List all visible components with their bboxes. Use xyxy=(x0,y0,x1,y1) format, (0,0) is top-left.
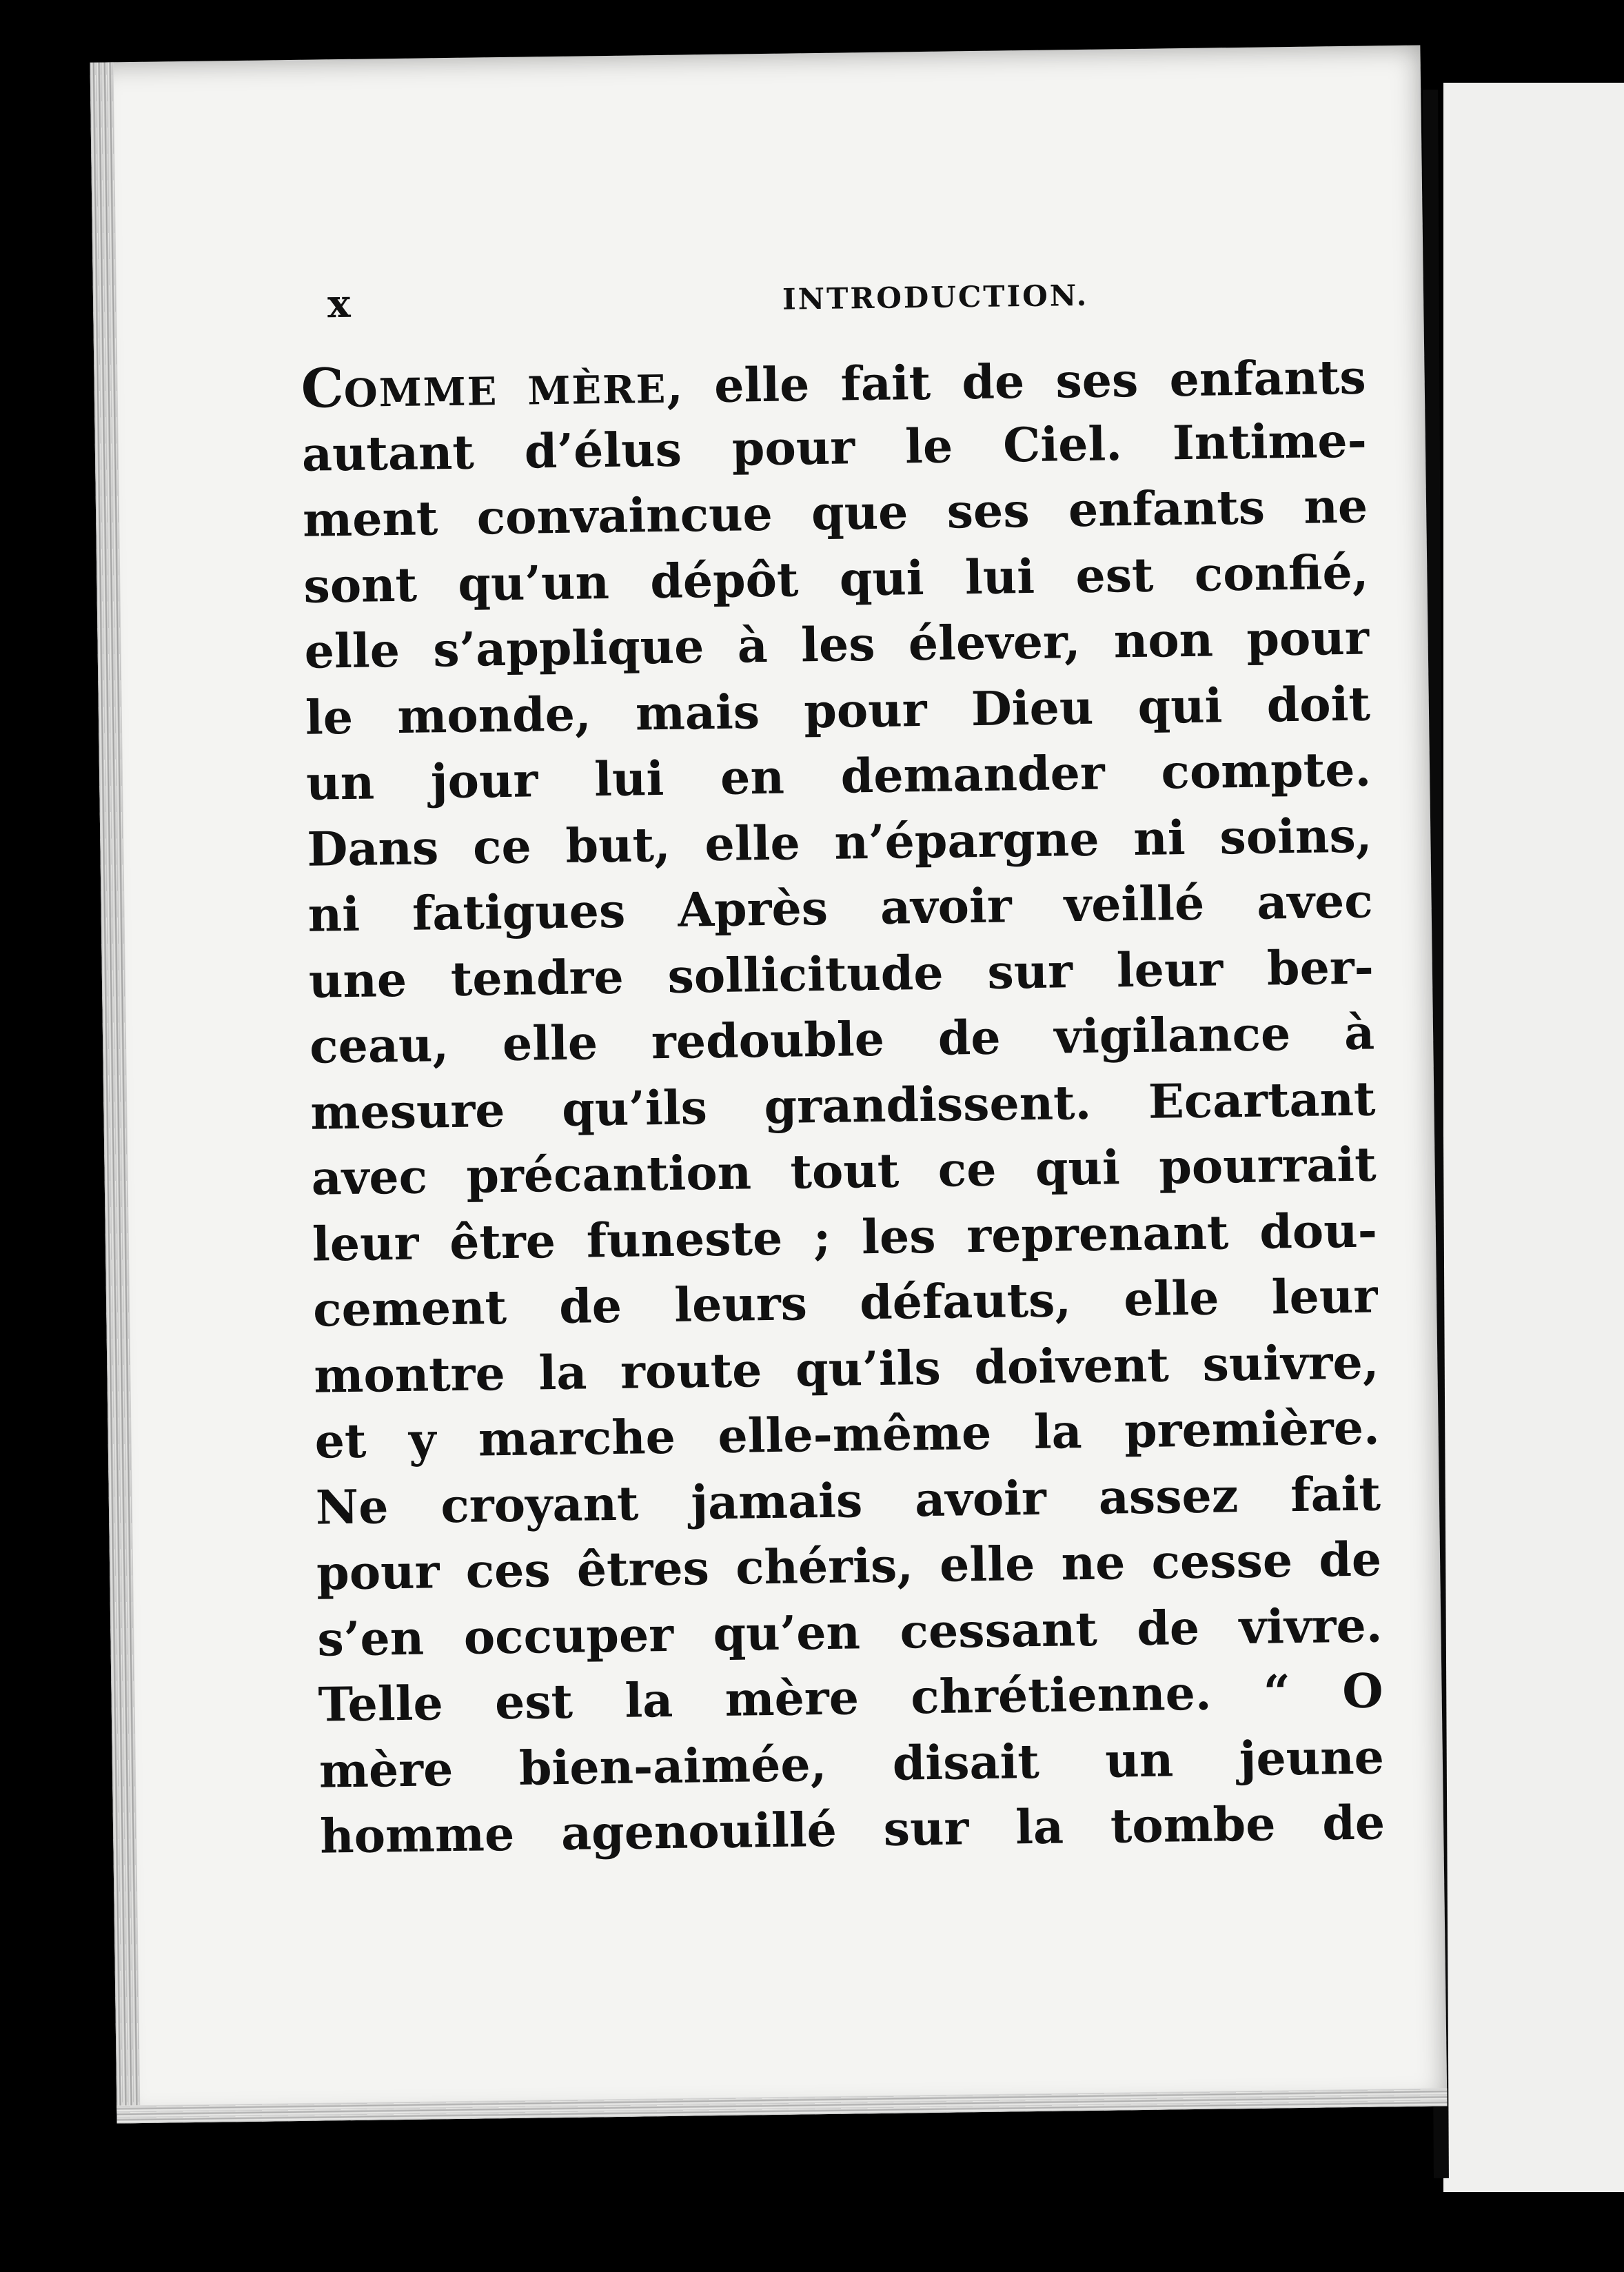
text-line: Dans ce but, elle n’épargne ni soins, xyxy=(306,808,1372,878)
page-stack-edge xyxy=(90,62,141,2123)
page-stack-bottom-edge xyxy=(116,2088,1447,2123)
text-line: pour ces êtres chéris, elle ne cesse de xyxy=(316,1532,1382,1601)
body-text xyxy=(301,343,1386,1871)
text-line: un jour lui en demander compte. xyxy=(305,742,1372,811)
running-head-title: INTRODUCTION. xyxy=(782,278,1089,316)
text-line: homme agenouillé sur la tombe de xyxy=(319,1795,1386,1865)
book-page xyxy=(90,45,1448,2123)
text-line: montre la route qu’ils doivent suivre, xyxy=(313,1334,1379,1404)
text-line: et y marche elle-même la première. xyxy=(314,1400,1381,1470)
text-line: s’en occuper qu’en cessant de vivre. xyxy=(316,1597,1383,1667)
text-line: Ne croyant jamais avoir assez fait xyxy=(315,1465,1381,1536)
small-caps-phrase: OMME MÈRE xyxy=(343,366,667,416)
text-line: sont qu’un dépôt qui lui est confié, xyxy=(303,545,1369,614)
text-line: autant d’élus pour le Ciel. Intime- xyxy=(301,413,1368,483)
drop-capital: C xyxy=(301,356,345,420)
text-line: leur être funeste ; les reprenant dou- xyxy=(312,1202,1378,1272)
text-line: mesure qu’ils grandissent. Ecartant xyxy=(309,1071,1376,1141)
text-line: ment convaincue que ses enfants ne xyxy=(302,478,1368,548)
text-line: elle s’applique à les élever, non pour xyxy=(304,610,1370,680)
text-line: avec précantion tout ce qui pourrait xyxy=(311,1137,1377,1206)
running-head xyxy=(327,245,1375,335)
text-line: ceau, elle redouble de vigilance à xyxy=(309,1005,1375,1075)
text-line: Telle est la mère chrétienne. “ O xyxy=(318,1663,1384,1733)
text-line: mère bien-aimée, disait un jeune xyxy=(318,1729,1385,1799)
page-number: x xyxy=(327,281,351,327)
lead-line-rest: , elle fait de ses enfants xyxy=(666,349,1367,414)
adjacent-page-strip xyxy=(1443,83,1624,2192)
text-line: une tendre sollicitude sur leur ber- xyxy=(308,939,1374,1009)
text-line: cement de leurs défauts, elle leur xyxy=(312,1268,1379,1338)
text-line: ni fatigues Après avoir veillé avec xyxy=(307,873,1374,943)
text-line: le monde, mais pour Dieu qui doit xyxy=(305,676,1371,746)
